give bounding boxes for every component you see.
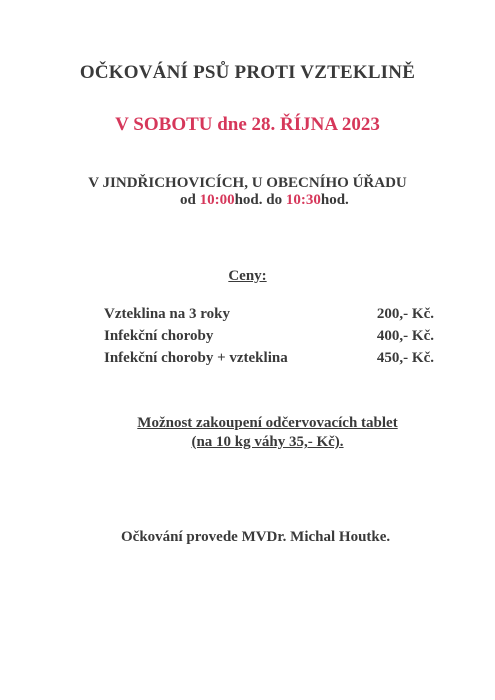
time-start: 10:00 — [199, 192, 235, 208]
price-label: Infekční choroby — [104, 328, 214, 344]
event-place: V JINDŘICHOVICÍCH, U OBECNÍHO ÚŘADU — [88, 175, 407, 191]
price-row — [104, 306, 434, 326]
event-date: V SOBOTU dne 28. ŘÍJNA 2023 — [115, 114, 380, 135]
price-label: Infekční choroby + vzteklina — [104, 350, 288, 366]
price-value: 200,- Kč. — [376, 306, 434, 322]
price-label: Vzteklina na 3 roky — [104, 306, 230, 322]
price-value: 400,- Kč. — [376, 328, 434, 344]
offer-line-2: (na 10 kg váhy 35,- Kč). — [191, 434, 344, 450]
vet-note: Očkování provede MVDr. Michal Houtke. — [121, 529, 391, 545]
time-middle: hod. do — [234, 192, 286, 208]
price-row — [104, 328, 434, 348]
time-suffix: hod. — [320, 192, 349, 208]
time-end: 10:30 — [285, 192, 321, 208]
price-value: 450,- Kč. — [376, 350, 434, 366]
time-prefix: od — [180, 192, 200, 208]
offer-line-1: Možnost zakoupení odčervovacích tablet — [137, 415, 398, 431]
page-title: OČKOVÁNÍ PSŮ PROTI VZTEKLINĚ — [79, 62, 416, 83]
prices-heading: Ceny: — [228, 268, 267, 284]
price-row — [104, 350, 434, 370]
event-time — [180, 192, 349, 209]
